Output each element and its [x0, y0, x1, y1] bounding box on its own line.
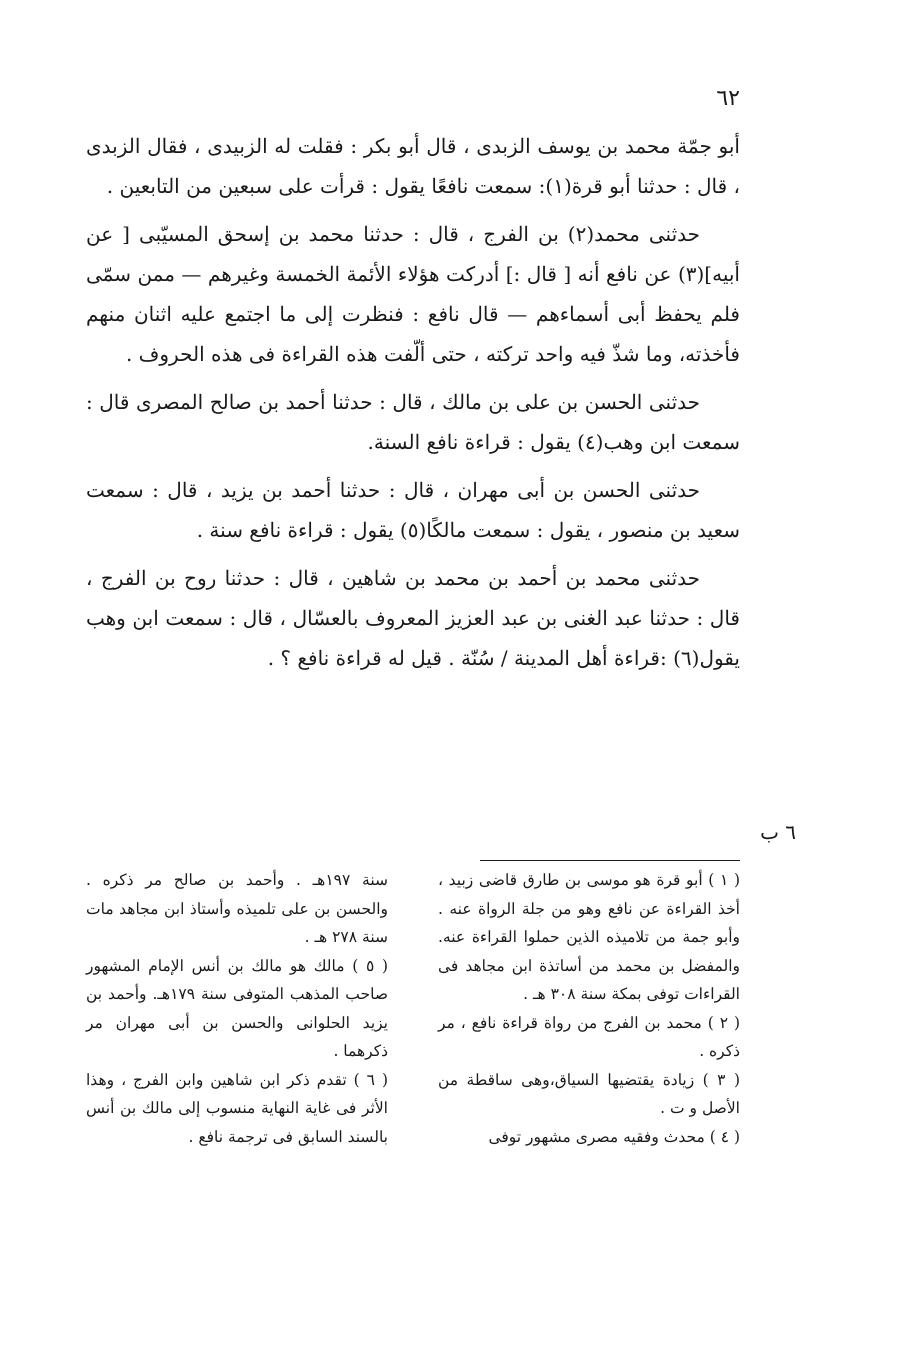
footnote-divider [480, 860, 740, 861]
footnote: ( ١ ) أبو قرة هو موسى بن طارق قاضى زبيد ، أخذ القراءة عن نافع وهو من جلة الرواة عنه . وأبو جمة من تلاميذه الذين حملوا القراءة عنه. والمفضل بن محمد من أساتذة ابن مجاهد فى القراءات توفى بمكة سنة ٣٠٨ هـ . [438, 871, 740, 1003]
footnote: ( ٣ ) زيادة يقتضيها السياق،وهى ساقطة من الأصل و ت . [438, 1070, 740, 1117]
manuscript-folio-note: ٦ ب [760, 820, 796, 844]
footnote: ( ٥ ) مالك هو مالك بن أنس الإمام المشهور صاحب المذهب المتوفى سنة ١٧٩هـ. وأحمد بن يزيد الحلوانى والحسن بن أبى مهران مر ذكرهما . [86, 956, 389, 1060]
page-number: ٦٢ [716, 86, 740, 111]
footnote: ( ٢ ) محمد بن الفرج من رواة قراءة نافع ، مر ذكره . [438, 1013, 740, 1060]
footnote: سنة ١٩٧هـ . وأحمد بن صالح مر ذكره . والحسن بن على تلميذه وأستاذ ابن مجاهد مات سنة ٢٧٨ هـ . [86, 871, 389, 946]
paragraph: أبو جمّة محمد بن يوسف الزبدى ، قال أبو بكر : فقلت له الزبيدى ، فقال الزبدى ، قال : حدثنا أبو قرة(١): سمعت نافعًا يقول : قرأت على سبعين من التابعين . [86, 134, 740, 198]
footnote: ( ٤ ) محدث وفقيه مصرى مشهور توفى [488, 1127, 740, 1146]
main-text [86, 126, 740, 686]
footnote: ( ٦ ) تقدم ذكر ابن شاهين وابن الفرج ، وهذا الأثر فى غاية النهاية منسوب إلى مالك بن أنس بالسند السابق فى ترجمة نافع . [86, 1070, 388, 1146]
paragraph: حدثنى الحسن بن أبى مهران ، قال : حدثنا أحمد بن يزيد ، قال : سمعت سعيد بن منصور ، يقول : سمعت مالكًا(٥) يقول : قراءة نافع سنة . [86, 478, 740, 542]
paragraph: حدثنى محمد بن أحمد بن محمد بن شاهين ، قال : حدثنا روح بن الفرج ، قال : حدثنا عبد الغنى بن عبد العزيز المعروف بالعسّال ، قال : سمعت ابن وهب يقول(٦) :قراءة أهل المدينة / سُنّة . قيل له قراءة نافع ؟ . [86, 566, 740, 670]
paragraph: حدثنى محمد(٢) بن الفرج ، قال : حدثنا محمد بن إسحق المسيّبى [ عن أبيه](٣) عن نافع أنه [ قال :] أدركت هؤلاء الأئمة الخمسة وغيرهم — ممن سمّى فلم يحفظ أبى أسماءهم — قال نافع : فنظرت إلى ما اجتمع عليه اثنان منهم فأخذته، وما شذّ فيه واحد تركته ، حتى ألّفت هذه القراءة فى هذه الحروف . [86, 222, 740, 366]
footnotes-column-right [438, 866, 740, 1151]
paragraph: حدثنى الحسن بن على بن مالك ، قال : حدثنا أحمد بن صالح المصرى قال : سمعت ابن وهب(٤) يقول : قراءة نافع السنة. [86, 390, 740, 454]
footnotes-column-left [86, 866, 388, 1151]
